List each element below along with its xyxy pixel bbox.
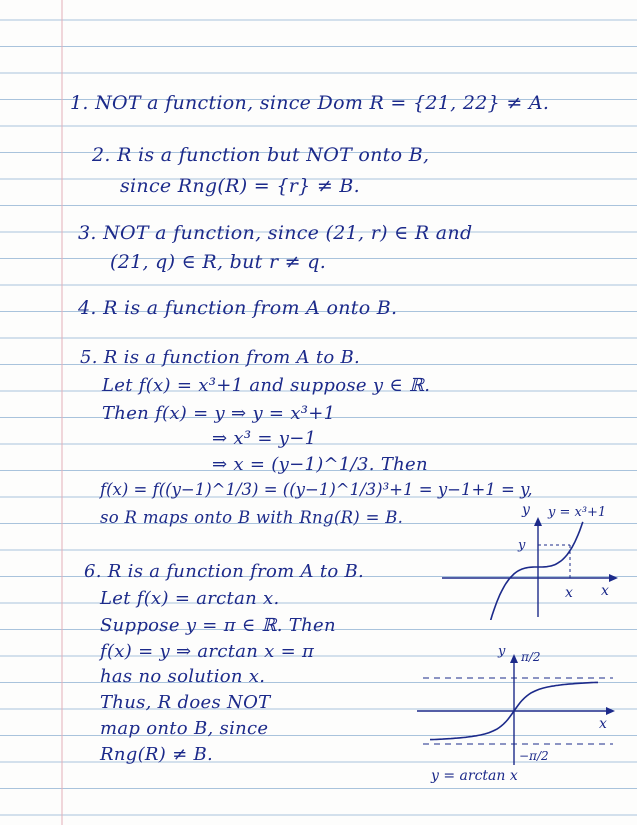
problem-3-line-1: 3. NOT a function, since (21, r) ∈ R and	[78, 222, 473, 244]
cubic-curve-label: y = x³+1	[548, 505, 607, 520]
arctan-upper-label: π/2	[521, 650, 541, 664]
problem-5-line-2: Let f(x) = x³+1 and suppose y ∈ ℝ.	[102, 375, 431, 396]
problem-5-line-3: Then f(x) = y ⇒ y = x³+1	[102, 403, 336, 424]
cubic-graph	[438, 505, 628, 620]
problem-1-line-1: 1. NOT a function, since Dom R = {21, 22} ≠ A.	[70, 92, 550, 114]
problem-6-line-4: f(x) = y ⇒ arctan x = π	[100, 641, 315, 662]
problem-6-line-5: has no solution x.	[100, 666, 266, 687]
arctan-x-axis-arrow	[606, 707, 615, 715]
problem-6-line-2: Let f(x) = arctan x.	[100, 588, 280, 609]
arctan-graph	[415, 640, 627, 785]
cubic-curve	[489, 522, 583, 620]
cubic-y-axis-label: y	[522, 505, 530, 518]
cubic-x-axis-arrow	[609, 574, 618, 582]
problem-2-line-1: 2. R is a function but NOT onto B,	[92, 144, 430, 166]
problem-6-line-1: 6. R is a function from A to B.	[84, 561, 365, 582]
cubic-point-y-label: y	[518, 538, 526, 553]
problem-4-line-1: 4. R is a function from A onto B.	[78, 297, 398, 319]
problem-5-line-1: 5. R is a function from A to B.	[80, 347, 361, 368]
arctan-lower-label: −π/2	[519, 749, 549, 763]
problem-5-line-6: f(x) = f((y−1)^1/3) = ((y−1)^1/3)³+1 = y−1+1 = y,	[100, 480, 533, 499]
cubic-point-x-label: x	[565, 585, 573, 601]
arctan-caption: y = arctan x	[431, 768, 518, 784]
problem-5-line-5: ⇒ x = (y−1)^1/3. Then	[212, 454, 428, 475]
cubic-y-axis-arrow	[534, 517, 542, 526]
arctan-y-axis-arrow	[510, 654, 518, 663]
problem-5-line-4: ⇒ x³ = y−1	[212, 428, 317, 449]
problem-5-line-7: so R maps onto B with Rng(R) = B.	[100, 508, 404, 527]
problem-3-line-2: (21, q) ∈ R, but r ≠ q.	[110, 251, 327, 273]
problem-6-line-7: map onto B, since	[100, 718, 269, 739]
problem-2-line-2: since Rng(R) = {r} ≠ B.	[120, 175, 360, 197]
problem-6-line-3: Suppose y = π ∈ ℝ. Then	[100, 615, 336, 636]
arctan-y-axis-label: y	[498, 644, 506, 659]
arctan-x-axis-label: x	[599, 716, 607, 732]
cubic-x-axis-label: x	[601, 583, 609, 599]
problem-6-line-6: Thus, R does NOT	[100, 692, 271, 713]
problem-6-line-8: Rng(R) ≠ B.	[100, 744, 214, 765]
